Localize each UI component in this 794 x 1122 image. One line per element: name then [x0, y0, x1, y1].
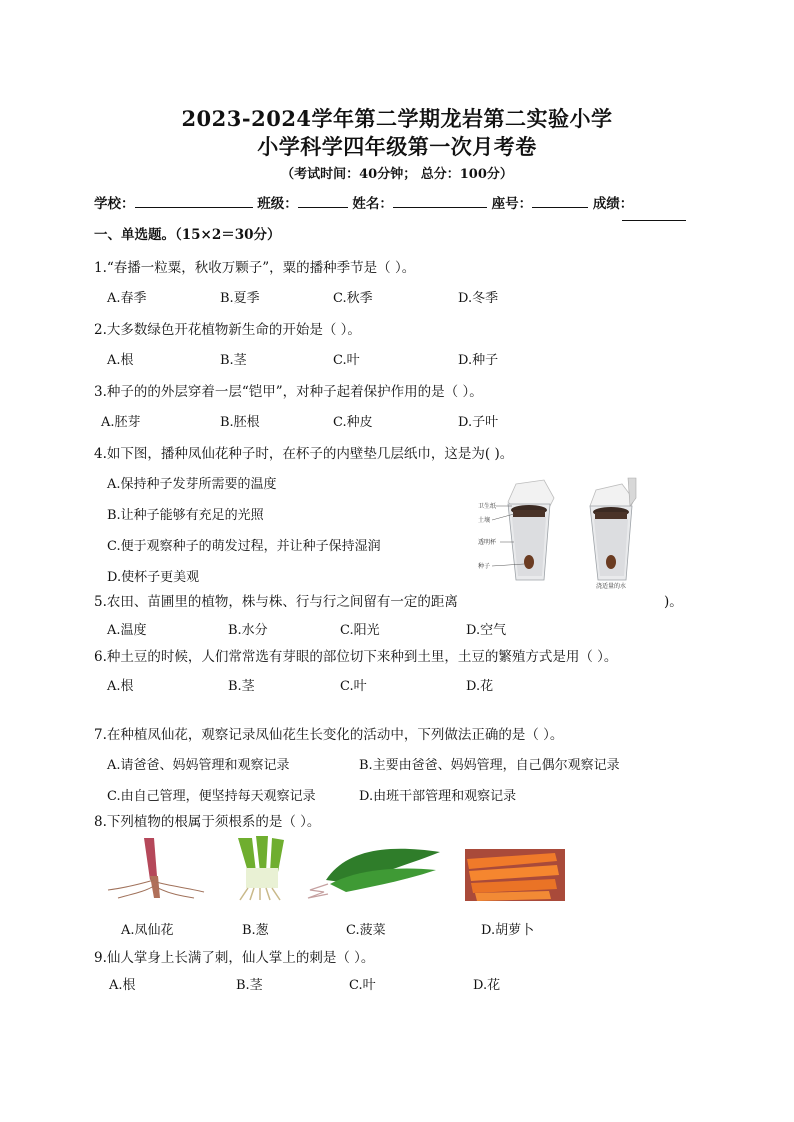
cup-2-seed [606, 555, 616, 569]
q4-option-b[interactable]: B.让种子能够有充足的光照 [107, 508, 264, 523]
q7-option-d[interactable]: D.由班干部管理和观察记录 [359, 789, 517, 804]
label-seed: 种子 [478, 563, 491, 570]
q6-option-d[interactable]: D.花 [466, 679, 494, 694]
cup-2-soil-fill [595, 512, 627, 519]
q4-option-c[interactable]: C.便于观察种子的萌发过程，并让种子保持湿润 [107, 539, 381, 554]
q9-option-a[interactable]: A.根 [109, 978, 136, 993]
class-label: 班级： [257, 196, 298, 212]
q3-option-c[interactable]: C.种皮 [333, 415, 373, 430]
page-title-line1: 2023-2024学年第二学期龙岩第二实验小学 [181, 106, 613, 131]
carrot-image [465, 849, 565, 901]
school-blank[interactable] [135, 193, 253, 208]
question-4: 4.如下图，播种凤仙花种子时，在杯子的内壁垫几层纸巾，这是为( )。 [94, 446, 514, 462]
q8-option-b[interactable]: B.葱 [242, 923, 269, 938]
q1-option-a[interactable]: A.春季 [107, 291, 147, 306]
name-label: 姓名： [352, 196, 393, 212]
q3-option-d[interactable]: D.子叶 [458, 415, 499, 430]
question-3: 3.种子的的外层穿着一层“铠甲”，对种子起着保护作用的是（ ）。 [94, 384, 483, 400]
label-cup: 透明杯 [478, 539, 497, 546]
q1-option-b[interactable]: B.夏季 [220, 291, 260, 306]
q5-option-b[interactable]: B.水分 [228, 623, 268, 638]
q5-option-a[interactable]: A.温度 [107, 623, 147, 638]
q5-option-c[interactable]: C.阳光 [340, 623, 380, 638]
question-8: 8.下列植物的根属于须根系的是（ ）。 [94, 814, 321, 830]
q8-option-d[interactable]: D.胡萝卜 [481, 923, 535, 938]
name-blank[interactable] [393, 193, 487, 208]
question-6: 6.种土豆的时候，人们常常选有芽眼的部位切下来种到土里，土豆的繁殖方式是用（ ）。 [94, 649, 618, 665]
question-9: 9.仙人掌身上长满了刺，仙人掌上的刺是（ ）。 [94, 950, 375, 966]
q5-option-d[interactable]: D.空气 [466, 623, 507, 638]
class-blank[interactable] [298, 193, 348, 208]
q9-option-c[interactable]: C.叶 [349, 978, 376, 993]
question-1: 1.“春播一粒粟，秋收万颗子”，粟的播种季节是（ ）。 [94, 260, 416, 276]
cup-1-seed [524, 555, 534, 569]
label-tissue: 卫生纸 [478, 503, 497, 510]
score-blank[interactable] [622, 220, 686, 221]
q8-option-c[interactable]: C.菠菜 [346, 923, 386, 938]
section-heading: 一、单选题。（15×2＝30分） [94, 227, 281, 243]
q6-option-a[interactable]: A.根 [107, 679, 134, 694]
question-2: 2.大多数绿色开花植物新生命的开始是（ ）。 [94, 322, 361, 338]
score-label: 成绩： [592, 196, 634, 212]
green-onion-image [226, 836, 294, 902]
q9-option-d[interactable]: D.花 [473, 978, 501, 993]
q7-option-a[interactable]: A.请爸爸、妈妈管理和观察记录 [107, 758, 290, 773]
onion-stalks [246, 868, 278, 888]
q2-option-d[interactable]: D.种子 [458, 353, 499, 368]
school-label: 学校： [94, 196, 135, 212]
q7-option-b[interactable]: B.主要由爸爸、妈妈管理，自己偶尔观察记录 [359, 758, 620, 773]
q2-option-c[interactable]: C.叶 [333, 353, 360, 368]
question-5-end: )。 [664, 594, 683, 610]
exam-info: （考试时间：40分钟； 总分：100分） [281, 167, 513, 182]
q2-option-a[interactable]: A.根 [107, 353, 134, 368]
q1-option-c[interactable]: C.秋季 [333, 291, 373, 306]
q4-option-a[interactable]: A.保持种子发芽所需要的温度 [107, 477, 277, 492]
student-info-row [94, 192, 633, 212]
q3-option-a[interactable]: A.胚芽 [101, 415, 141, 430]
q8-option-a[interactable]: A.凤仙花 [121, 923, 174, 938]
q9-option-b[interactable]: B.茎 [236, 978, 263, 993]
page-title-line2: 小学科学四年级第一次月考卷 [257, 134, 537, 159]
q7-option-c[interactable]: C.由自己管理，便坚持每天观察记录 [107, 789, 316, 804]
label-soil: 土壤 [478, 517, 491, 524]
q6-option-b[interactable]: B.茎 [228, 679, 255, 694]
balsam-root-image [104, 836, 208, 902]
q1-option-d[interactable]: D.冬季 [458, 291, 499, 306]
seed-cup-figure [472, 476, 662, 592]
spinach-image [306, 840, 444, 902]
q6-option-c[interactable]: C.叶 [340, 679, 367, 694]
q4-option-d[interactable]: D.使杯子更美观 [107, 570, 200, 585]
seat-blank[interactable] [532, 193, 588, 208]
question-7: 7.在种植凤仙花，观察记录凤仙花生长变化的活动中，下列做法正确的是（ ）。 [94, 727, 564, 743]
question-5: 5.农田、苗圃里的植物，株与株、行与行之间留有一定的距离 [94, 594, 458, 610]
q3-option-b[interactable]: B.胚根 [220, 415, 260, 430]
label-water: 浇适量的水 [596, 583, 627, 590]
cup-1-soil-fill [513, 510, 545, 517]
q2-option-b[interactable]: B.茎 [220, 353, 247, 368]
seat-label: 座号： [491, 196, 533, 212]
